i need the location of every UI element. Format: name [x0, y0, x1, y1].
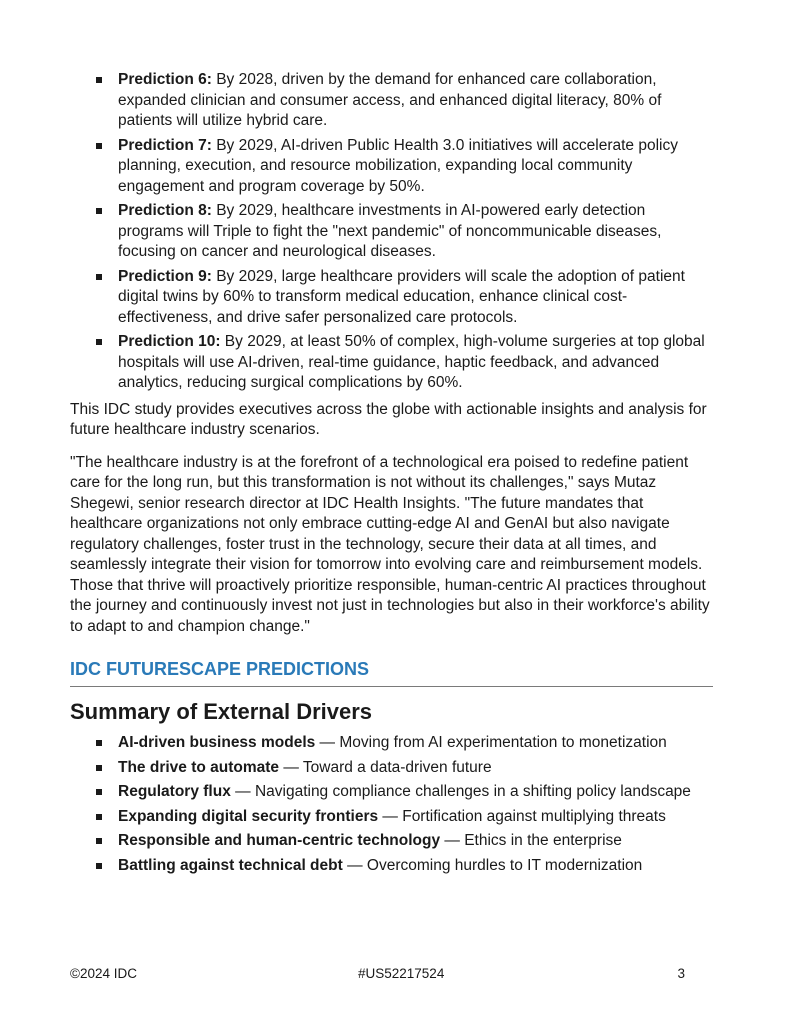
driver-label: Responsible and human-centric technology	[118, 832, 441, 849]
bullet-square-icon	[96, 208, 102, 214]
intro-paragraph: This IDC study provides executives across the globe with actionable insights and analysis for future healthcare industry scenarios.	[70, 400, 707, 438]
quote-paragraph: "The healthcare industry is at the forefront of a technological era poised to redefine patient care for the long run, but this transformation is not without its challenges," says Mutaz Shegewi, senior research director at IDC Health Insights. "The future mandates that healthcare organizations not only embrace cutting-edge AI and GenAI but also navigate regulatory challenges, foster trust in the technology, secure their data at all times, and seamlessly integrate their vision for tomorrow into evolving care and reimbursement models. Those that thrive will proactively prioritize responsible, human-centric AI practices throughout the journey and continuously invest not just in technologies but also in their workforce's ability to adapt to and champion change."	[70, 453, 710, 635]
footer-page-number: 3	[677, 966, 685, 981]
bullet-square-icon	[96, 814, 102, 820]
driver-label: Expanding digital security frontiers	[118, 807, 379, 825]
prediction-text: By 2029, at least 50% of complex, high-volume surgeries at top global hospitals will use AI-driven, real-time guidance, haptic feedback, and advanced analytics, reducing surgical complications by 60%.	[118, 333, 705, 391]
predictions-list	[70, 70, 715, 394]
bullet-square-icon	[96, 77, 102, 83]
footer-doc-id: #US52217524	[358, 966, 445, 981]
driver-item	[70, 733, 715, 754]
driver-text: — Overcoming hurdles to IT modernization	[342, 856, 643, 874]
prediction-item	[70, 332, 715, 394]
prediction-item	[70, 201, 715, 263]
prediction-item	[70, 70, 715, 132]
driver-text: — Fortification against multiplying threats	[378, 807, 666, 825]
bullet-square-icon	[96, 740, 102, 746]
drivers-list	[70, 733, 715, 876]
driver-item	[70, 758, 715, 779]
driver-item	[70, 831, 715, 852]
prediction-label: Prediction 10:	[118, 333, 221, 350]
driver-text: — Navigating compliance challenges in a shifting policy landscape	[230, 783, 691, 800]
prediction-label: Prediction 6:	[118, 71, 212, 88]
prediction-item	[70, 267, 715, 329]
bullet-square-icon	[96, 143, 102, 149]
bullet-square-icon	[96, 863, 102, 869]
driver-text: — Toward a data-driven future	[279, 758, 492, 776]
driver-label: Regulatory flux	[118, 783, 231, 800]
prediction-text: By 2028, driven by the demand for enhanced care collaboration, expanded clinician and consumer access, and enhanced digital literacy, 80% of patients will utilize hybrid care.	[118, 71, 662, 129]
bullet-square-icon	[96, 765, 102, 771]
driver-item	[70, 856, 715, 877]
prediction-item	[70, 136, 715, 198]
driver-text: — Moving from AI experimentation to monetization	[315, 734, 667, 751]
bullet-square-icon	[96, 838, 102, 844]
bullet-square-icon	[96, 339, 102, 345]
summary-title: Summary of External Drivers	[70, 699, 373, 724]
prediction-text: By 2029, healthcare investments in AI-powered early detection programs will Triple to fight the "next pandemic" of noncommunicable diseases, focusing on cancer and neurological diseases.	[118, 202, 662, 260]
driver-label: The drive to automate	[118, 758, 280, 776]
prediction-text: By 2029, AI-driven Public Health 3.0 initiatives will accelerate policy planning, execution, and resource mobilization, expanding local community engagement and program coverage by 50%.	[118, 136, 678, 195]
bullet-square-icon	[96, 274, 102, 280]
prediction-label: Prediction 8:	[118, 202, 212, 219]
section-heading: IDC FUTURESCAPE PREDICTIONS	[70, 659, 713, 687]
driver-item	[70, 782, 715, 803]
prediction-label: Prediction 9:	[118, 267, 212, 285]
bullet-square-icon	[96, 789, 102, 795]
prediction-label: Prediction 7:	[118, 136, 212, 154]
footer-copyright: ©2024 IDC	[70, 966, 137, 981]
prediction-text: By 2029, large healthcare providers will scale the adoption of patient digital twins by 60% to transform medical education, enhance clinical cost-effectiveness, and drive safer personalized care protocols.	[118, 267, 685, 326]
driver-item	[70, 807, 715, 828]
page-content	[70, 70, 715, 880]
driver-label: Battling against technical debt	[118, 856, 343, 874]
driver-label: AI-driven business models	[118, 734, 316, 751]
driver-text: — Ethics in the enterprise	[440, 832, 622, 849]
